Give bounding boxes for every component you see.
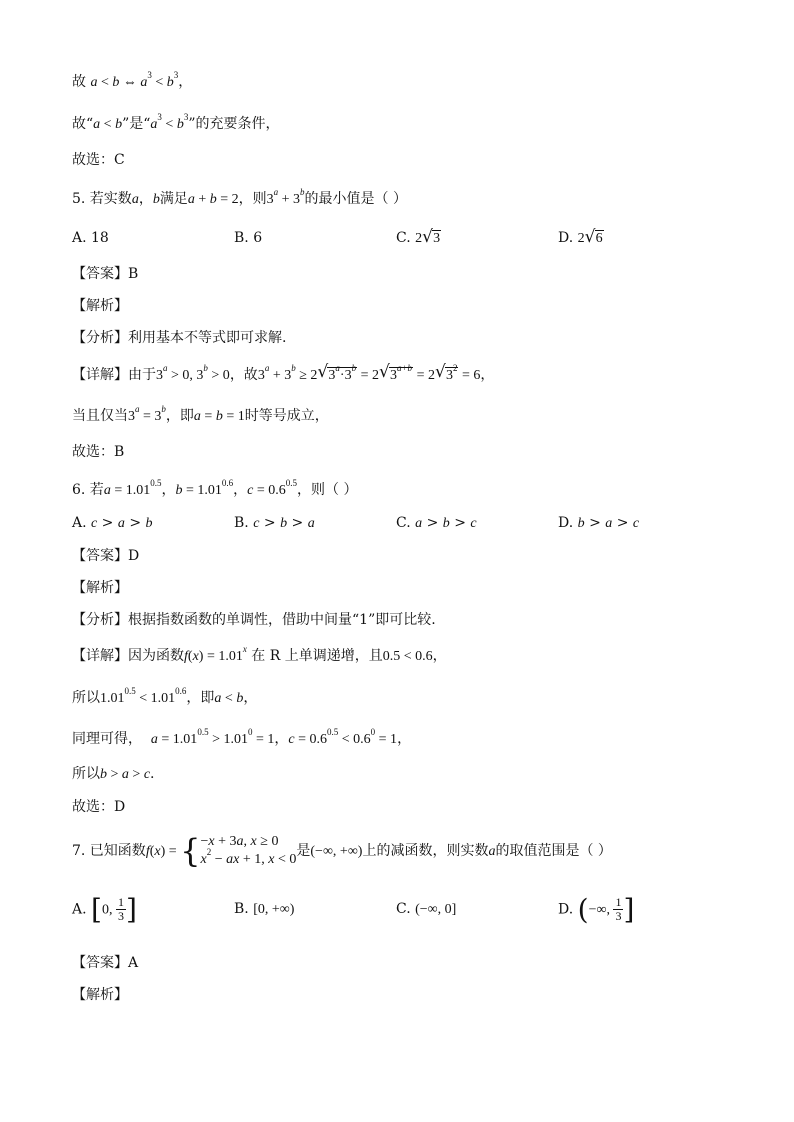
math: a [90,75,98,90]
text: 【详解】因为函数 [72,648,184,664]
text: ， [233,482,248,498]
text: 同理可得， [72,731,142,747]
text: 5. 若实数 [72,191,132,207]
text: 7. 已知函数 [72,843,146,859]
text: C. [396,230,411,246]
text: ， [243,690,258,706]
text: . [150,766,155,782]
text: ，故 [229,367,258,383]
question-7: 7. 已知函数f(x) = { −x + 3a, x ≥ 0 $x^2$ − ax + 1, x < 0 是(−∞, +∞)上的减函数，则实数a的取值范围是（ ） [72,832,612,870]
text: ，即 [186,690,215,706]
text: ， [397,731,412,747]
question-6: 6. 若$a = 1.01^{0.5}$，$b = 1.01^{0.6}$，$c = 0.6^{0.5}$，则（ ） [72,478,358,498]
text: 在 R 上单调递增，且 [251,648,383,664]
text-line: 故选：C [72,152,125,168]
detail-line: 【详解】由于$3^a > 0$, $3^b > 0$，故$3^a + 3^b \ge 2$ √ $3^a\cdot 3^b = 2$ √ $3^{a+b} = 2$ √ $3^2 = 6$， [72,362,495,383]
text: 上的减函数，则实数 [362,843,489,859]
answer: 【答案】A [72,955,139,971]
text: ，则（ ） [297,482,358,498]
text: ，则 [238,191,267,207]
option-b: B. 6 [234,230,263,246]
text: 【详解】由于 [72,367,156,383]
option-b: B. c > b > a [234,515,315,531]
analysis-heading: 【解析】 [72,987,128,1003]
text: D. [558,515,574,531]
choose: 故选：D [72,799,126,815]
analysis-heading: 【解析】 [72,298,128,314]
option-a: A. [0, $\frac{1}{3}$ ] [72,893,137,926]
detail-line: 同理可得， $a = 1.01^{0.5} > 1.01^0 = 1$，$c = 0.6^{0.5} < 0.6^0 = 1$， [72,727,412,747]
text: 的最小值是（ ） [304,191,407,207]
text: 6. 若 [72,482,104,498]
analysis-text: 【分析】利用基本不等式即可求解. [72,330,287,346]
text-line: 故 a < b ⇔ $a^3 < b^3$， [72,70,193,90]
text: ， [161,482,176,498]
text: ”是“ [122,116,151,132]
text: ，即 [165,408,194,424]
text: 故 [72,74,86,90]
text: 故“ [72,116,94,132]
text: C. [396,901,411,917]
text: ， [138,191,153,207]
text: D. [558,901,574,918]
detail-line: 【详解】因为函数$f(x) = 1.01^x$ 在 R 上单调递增，且0.5 < 0.6， [72,644,447,664]
detail-line: 当且仅当$3^a = 3^b$，即a = b = 1时等号成立， [72,404,329,424]
option-c: C. (−∞, 0] [396,901,457,917]
text: D. [558,230,574,246]
option-b: B. [0, +∞) [234,901,295,917]
text: 满足 [159,191,188,207]
text: ”的充要条件， [188,116,280,132]
option-d: D. (−∞, $\frac{1}{3}$ ] [558,893,635,926]
text: 的取值范围是（ ） [495,843,612,859]
text: 当且仅当 [72,408,128,424]
detail-line: 所以$1.01^{0.5} < 1.01^{0.6}$，即a < b， [72,686,258,706]
text: 所以 [72,766,100,782]
text: ， [432,648,447,664]
text: ， [480,367,495,383]
option-d: D. b > a > c [558,515,640,531]
text: 是 [296,843,311,859]
option-a: A. c > a > b [72,515,153,531]
text: A. [72,901,87,918]
option-d: D. 2 √ 6 [558,227,603,247]
text: B. [234,515,249,531]
text: A. [72,515,87,531]
text: ， [274,731,289,747]
text: 所以 [72,690,100,706]
analysis-text: 【分析】根据指数函数的单调性，借助中间量“1”即可比较. [72,612,436,628]
analysis-heading: 【解析】 [72,580,128,596]
detail-line: 所以b > a > c. [72,766,155,782]
text: 时等号成立， [244,408,329,424]
text: ， [178,74,193,90]
option-c: C. a > b > c [396,515,477,531]
question-5: 5. 若实数a，b满足a + b = 2，则$3^a + 3^b$的最小值是（ ） [72,187,407,207]
choose: 故选：B [72,444,125,460]
text-line: 故“a < b”是“$a^3 < b^3$”的充要条件， [72,112,280,132]
option-c: C. 2 √ 3 [396,227,441,247]
option-a: A. 18 [72,230,109,246]
answer: 【答案】B [72,266,139,282]
text: C. [396,515,411,531]
text: B. [234,901,249,917]
answer: 【答案】D [72,548,140,564]
